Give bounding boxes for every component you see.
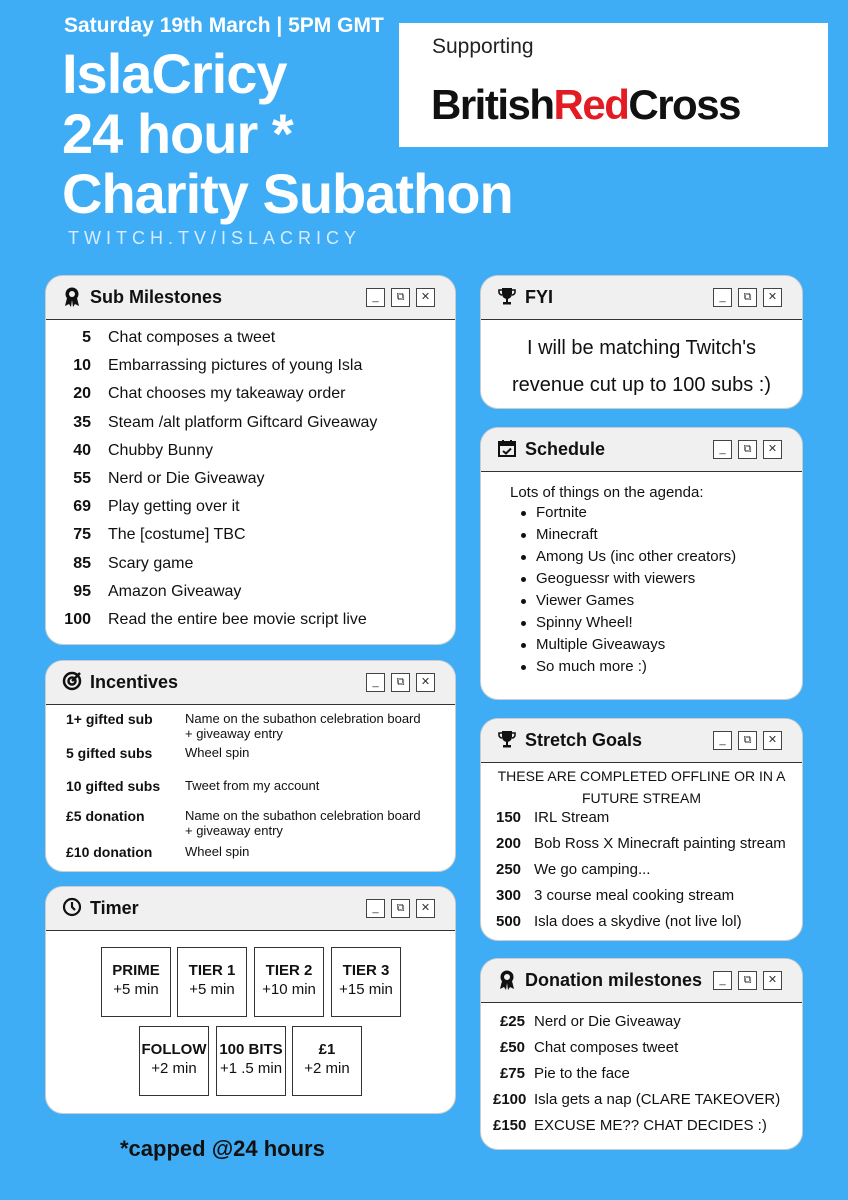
fyi-line-1: I will be matching Twitch's xyxy=(526,337,757,359)
close-icon[interactable]: ✕ xyxy=(416,288,435,307)
timer-box-label: 100 BITS xyxy=(219,1041,283,1058)
event-date: Saturday 19th March | 5PM GMT xyxy=(64,14,384,37)
milestone-number: 20 xyxy=(73,385,91,403)
timer-box-label: TIER 2 xyxy=(265,962,313,979)
timer-box xyxy=(139,1026,209,1096)
window-controls xyxy=(713,440,782,459)
incentive-row xyxy=(46,844,456,872)
timer-box xyxy=(216,1026,286,1096)
timer-box-label: FOLLOW xyxy=(141,1041,207,1058)
bullet-icon xyxy=(521,599,526,604)
incentive-label: 1+ gifted sub xyxy=(66,711,153,727)
donation-amount: £150 xyxy=(493,1117,527,1134)
incentive-reward-line-2: + giveaway entry xyxy=(185,823,283,838)
trophy-icon xyxy=(496,729,518,751)
minimize-icon[interactable]: _ xyxy=(713,440,732,459)
close-icon[interactable]: ✕ xyxy=(763,971,782,990)
minimize-icon[interactable]: _ xyxy=(366,899,385,918)
fyi-line-2: revenue cut up to 100 subs :) xyxy=(511,374,772,396)
window-titlebar xyxy=(46,661,455,705)
timer-box-label: £1 xyxy=(318,1041,336,1058)
calendar-icon xyxy=(496,438,518,460)
donation-amount: £50 xyxy=(499,1039,525,1056)
timer-box-value: +1 .5 min xyxy=(219,1060,283,1077)
window-controls xyxy=(366,899,435,918)
milestone-row xyxy=(46,414,456,438)
sub-milestones-window xyxy=(45,275,456,645)
donation-amount: £75 xyxy=(499,1065,525,1082)
incentive-reward-line-1: Name on the subathon celebration board xyxy=(185,808,421,823)
incentive-reward xyxy=(185,808,421,838)
target-icon xyxy=(61,671,83,693)
sponsor-panel xyxy=(399,23,828,147)
timer-box-label: TIER 3 xyxy=(342,962,390,979)
milestone-row xyxy=(46,555,456,579)
milestone-text: Chubby Bunny xyxy=(108,441,213,459)
timer-box-label: TIER 1 xyxy=(188,962,236,979)
donation-text: EXCUSE ME?? CHAT DECIDES :) xyxy=(534,1117,767,1134)
window-title: Schedule xyxy=(525,439,606,459)
incentive-label: 5 gifted subs xyxy=(66,745,153,761)
timer-box-label: PRIME xyxy=(112,962,160,979)
window-controls xyxy=(713,971,782,990)
incentive-row xyxy=(46,808,456,840)
close-icon[interactable]: ✕ xyxy=(763,288,782,307)
window-controls xyxy=(713,731,782,750)
milestone-number: 85 xyxy=(73,554,91,572)
window-titlebar xyxy=(481,428,802,472)
stretch-text: Bob Ross X Minecraft painting stream xyxy=(534,835,786,852)
title-line-2: 24 hour * xyxy=(62,102,293,165)
incentive-label: £10 donation xyxy=(66,844,153,860)
bullet-icon xyxy=(521,577,526,582)
restore-icon[interactable]: ⧉ xyxy=(391,673,410,692)
timer-window xyxy=(45,886,456,1114)
timer-box-value: +15 min xyxy=(339,981,393,998)
capped-note: *capped @24 hours xyxy=(120,1136,325,1161)
close-icon[interactable]: ✕ xyxy=(416,899,435,918)
timer-box-value: +5 min xyxy=(113,981,159,998)
incentive-reward-line-1: Name on the subathon celebration board xyxy=(185,711,421,726)
milestone-text: Steam /alt platform Giftcard Giveaway xyxy=(108,413,378,431)
schedule-item-text: Viewer Games xyxy=(536,592,635,609)
donation-text: Chat composes tweet xyxy=(534,1039,679,1056)
milestone-text: Chat composes a tweet xyxy=(108,329,276,346)
milestone-number: 5 xyxy=(82,329,91,346)
milestone-number: 10 xyxy=(73,357,91,375)
incentives-window xyxy=(45,660,456,872)
restore-icon[interactable]: ⧉ xyxy=(738,731,757,750)
milestone-row xyxy=(46,329,456,353)
donation-text: Pie to the face xyxy=(534,1065,630,1082)
close-icon[interactable]: ✕ xyxy=(416,673,435,692)
milestone-number: 40 xyxy=(73,441,91,459)
stretch-text: 3 course meal cooking stream xyxy=(534,887,735,904)
fyi-window xyxy=(480,275,803,409)
window-titlebar xyxy=(481,959,802,1003)
milestone-row xyxy=(46,385,456,409)
timer-box-value: +2 min xyxy=(151,1060,197,1077)
incentive-row xyxy=(46,711,456,743)
minimize-icon[interactable]: _ xyxy=(366,288,385,307)
schedule-intro: Lots of things on the agenda: xyxy=(510,484,704,501)
bullet-icon xyxy=(521,533,526,538)
title-line-3: Charity Subathon xyxy=(62,162,513,225)
milestone-text: Nerd or Die Giveaway xyxy=(108,470,265,487)
timer-box xyxy=(177,947,247,1017)
stretch-number: 250 xyxy=(496,861,522,878)
timer-box-value: +10 min xyxy=(262,981,316,998)
stretch-text: We go camping... xyxy=(534,861,651,878)
stretch-note-line-1: THESE ARE COMPLETED OFFLINE OR IN A xyxy=(497,768,786,784)
window-titlebar xyxy=(481,719,802,763)
milestone-row xyxy=(46,611,456,635)
window-controls xyxy=(366,673,435,692)
restore-icon[interactable]: ⧉ xyxy=(391,288,410,307)
incentive-label: £5 donation xyxy=(66,808,145,824)
milestone-number: 55 xyxy=(73,470,91,487)
stretch-number: 500 xyxy=(496,913,522,930)
milestone-text: Amazon Giveaway xyxy=(108,582,242,600)
incentive-row xyxy=(46,778,456,810)
stretch-note-line-2: FUTURE STREAM xyxy=(582,790,701,806)
window-titlebar xyxy=(46,887,455,931)
window-title: Sub Milestones xyxy=(90,287,223,307)
ribbon-award-icon xyxy=(61,286,83,308)
bullet-icon xyxy=(521,621,526,626)
minimize-icon[interactable]: _ xyxy=(713,971,732,990)
milestone-row xyxy=(46,498,456,522)
window-title: Donation milestones xyxy=(525,970,703,990)
window-titlebar xyxy=(46,276,455,320)
close-icon[interactable]: ✕ xyxy=(763,440,782,459)
incentive-reward-line-1: Tweet from my account xyxy=(185,778,320,793)
minimize-icon[interactable]: _ xyxy=(713,731,732,750)
donation-amount: £25 xyxy=(499,1013,525,1030)
window-controls xyxy=(713,288,782,307)
title-line-1: IslaCricy xyxy=(62,42,287,105)
fyi-message xyxy=(481,330,802,404)
incentive-reward-line-1: Wheel spin xyxy=(185,745,250,760)
window-title: Timer xyxy=(90,898,139,918)
window-title: Stretch Goals xyxy=(525,730,643,750)
timer-box xyxy=(292,1026,362,1096)
schedule-item-text: Among Us (inc other creators) xyxy=(536,548,737,565)
stretch-number: 300 xyxy=(496,887,522,904)
milestone-number: 75 xyxy=(73,526,91,544)
stretch-text: Isla does a skydive (not live lol) xyxy=(534,913,742,930)
timer-box xyxy=(254,947,324,1017)
timer-box xyxy=(331,947,401,1017)
restore-icon[interactable]: ⧉ xyxy=(738,971,757,990)
timer-box-value: +5 min xyxy=(189,981,235,998)
milestone-row xyxy=(46,583,456,607)
milestone-number: 100 xyxy=(64,611,91,628)
schedule-item-text: Spinny Wheel! xyxy=(536,614,633,631)
incentive-reward-line-1: Wheel spin xyxy=(185,844,250,859)
milestone-number: 95 xyxy=(73,582,91,600)
incentive-reward xyxy=(185,711,421,741)
stretch-number: 200 xyxy=(496,835,522,852)
schedule-item-text: So much more :) xyxy=(536,658,647,675)
milestone-number: 35 xyxy=(73,413,91,431)
timer-box-value: +2 min xyxy=(304,1060,350,1077)
donation-text: Nerd or Die Giveaway xyxy=(534,1013,681,1030)
ribbon-award-icon xyxy=(496,969,518,991)
british-red-cross-logo: BritishRedCross xyxy=(431,81,740,128)
restore-icon[interactable]: ⧉ xyxy=(391,899,410,918)
milestone-text: The [costume] TBC xyxy=(108,526,246,544)
donation-amount: £100 xyxy=(493,1091,527,1108)
twitch-link[interactable]: TWITCH.TV/ISLACRICY xyxy=(68,228,362,248)
trophy-icon xyxy=(496,286,518,308)
bullet-icon xyxy=(521,555,526,560)
window-controls xyxy=(366,288,435,307)
close-icon[interactable]: ✕ xyxy=(763,731,782,750)
clock-icon xyxy=(61,897,83,919)
window-title: FYI xyxy=(525,287,554,307)
incentive-reward xyxy=(185,745,249,760)
restore-icon[interactable]: ⧉ xyxy=(738,440,757,459)
stretch-text: IRL Stream xyxy=(534,809,610,826)
schedule-window xyxy=(480,427,803,700)
window-titlebar xyxy=(481,276,802,320)
incentive-row xyxy=(46,745,456,777)
stretch-note xyxy=(481,765,802,809)
milestone-text: Scary game xyxy=(108,554,194,572)
incentive-label: 10 gifted subs xyxy=(66,778,161,794)
milestone-text: Read the entire bee movie script live xyxy=(108,611,367,628)
bullet-icon xyxy=(521,665,526,670)
donation-text: Isla gets a nap (CLARE TAKEOVER) xyxy=(534,1091,781,1108)
bullet-icon xyxy=(521,511,526,516)
minimize-icon[interactable]: _ xyxy=(366,673,385,692)
donation-milestones-window xyxy=(480,958,803,1150)
incentive-reward-line-2: + giveaway entry xyxy=(185,726,283,741)
stretch-goals-window xyxy=(480,718,803,941)
milestone-text: Embarrassing pictures of young Isla xyxy=(108,357,363,375)
incentive-reward xyxy=(185,778,319,793)
milestone-row xyxy=(46,526,456,550)
milestone-text: Chat chooses my takeaway order xyxy=(108,385,346,403)
restore-icon[interactable]: ⧉ xyxy=(738,288,757,307)
timer-box xyxy=(101,947,171,1017)
schedule-item-text: Multiple Giveaways xyxy=(536,636,666,653)
window-title: Incentives xyxy=(90,672,179,692)
supporting-label: Supporting xyxy=(432,35,534,58)
milestone-row xyxy=(46,357,456,381)
milestone-text: Play getting over it xyxy=(108,498,240,516)
stretch-number: 150 xyxy=(496,809,522,826)
schedule-item-text: Fortnite xyxy=(536,504,587,521)
incentive-reward xyxy=(185,844,249,859)
milestone-row xyxy=(46,442,456,466)
schedule-item-text: Geoguessr with viewers xyxy=(536,570,696,587)
milestone-row xyxy=(46,470,456,494)
minimize-icon[interactable]: _ xyxy=(713,288,732,307)
milestone-number: 69 xyxy=(73,498,91,516)
bullet-icon xyxy=(521,643,526,648)
schedule-item-text: Minecraft xyxy=(536,526,598,543)
